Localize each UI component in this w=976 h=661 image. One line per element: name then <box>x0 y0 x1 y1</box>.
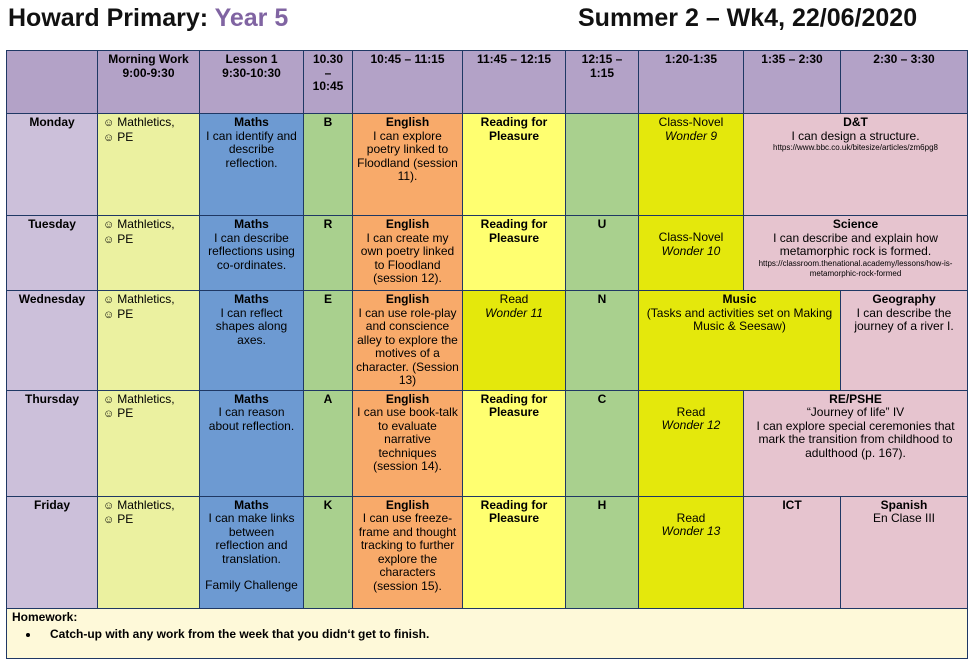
english-cell: English I can use book-talk to evaluate narrative techniques (session 14). <box>353 390 463 496</box>
col-lunch: 12:15 – 1:15 <box>566 51 639 114</box>
lunch-letter-cell: H <box>566 496 639 608</box>
maths-cell: Maths I can describe reflections using co-ordinates. <box>200 216 304 291</box>
spanish-cell: Spanish En Clase III <box>841 496 968 608</box>
lunch-letter-cell: C <box>566 390 639 496</box>
row-thursday <box>7 390 968 496</box>
page-title <box>8 4 288 33</box>
homework-row <box>7 608 968 658</box>
morning-work-cell: ☺ Mathletics, ☺ PE <box>98 390 200 496</box>
col-1145: 11:45 – 12:15 <box>463 51 566 114</box>
homework-box <box>7 608 968 658</box>
class-novel-cell: Class-Novel Wonder 9 <box>639 114 744 216</box>
lunch-letter-cell: U <box>566 216 639 291</box>
col-230: 2:30 – 3:30 <box>841 51 968 114</box>
school-name: Howard Primary: <box>8 4 209 32</box>
resource-link[interactable]: https://www.bbc.co.uk/bitesize/articles/zm6pg8 <box>773 143 938 152</box>
english-cell: English I can use freeze-frame and thought tracking to further explore the characters (session 15). <box>353 496 463 608</box>
lunch-letter-cell: N <box>566 291 639 391</box>
afternoon-cell: D&T I can design a structure. https://www.bbc.co.uk/bitesize/articles/zm6pg8 <box>744 114 968 216</box>
homework-label: Homework: <box>12 609 78 624</box>
afternoon-cell: Science I can describe and explain how metamorphic rock is formed. https://classroom.thenational.academy/lessons/how-is-metamorphic-rock-formed <box>744 216 968 291</box>
reading-cell: Reading for Pleasure <box>463 216 566 291</box>
read-cell: Read Wonder 12 <box>639 390 744 496</box>
morning-work-cell: ☺ Mathletics, ☺ PE <box>98 496 200 608</box>
read-cell: Read Wonder 11 <box>463 291 566 391</box>
read-cell: Read Wonder 13 <box>639 496 744 608</box>
week-title: Summer 2 – Wk4, 22/06/2020 <box>578 4 918 32</box>
col-lesson-1: Lesson 1 9:30-10:30 <box>200 51 304 114</box>
break-letter-cell: A <box>304 390 353 496</box>
class-novel-cell: Class-Novel Wonder 10 <box>639 216 744 291</box>
col-135: 1:35 – 2:30 <box>744 51 841 114</box>
day-label: Tuesday <box>7 216 98 291</box>
reading-cell: Reading for Pleasure <box>463 114 566 216</box>
maths-cell: Maths I can identify and describe reflection. <box>200 114 304 216</box>
english-cell: English I can use role-play and conscience alley to explore the motives of a character. (Session 13) <box>353 291 463 391</box>
list-item: • Catch-up with any work from the week that you didn‘t get to finish. <box>40 628 962 642</box>
morning-work-cell: ☺ Mathletics, ☺ PE <box>98 291 200 391</box>
row-tuesday <box>7 216 968 291</box>
row-wednesday <box>7 291 968 391</box>
break-letter-cell: K <box>304 496 353 608</box>
col-break: 10.30 – 10:45 <box>304 51 353 114</box>
break-letter-cell: R <box>304 216 353 291</box>
resource-link[interactable]: https://classroom.thenational.academy/lessons/how-is-metamorphic-rock-formed <box>758 258 953 278</box>
english-cell: English I can explore poetry linked to Floodland (session 11). <box>353 114 463 216</box>
english-cell: English I can create my own poetry linked to Floodland (session 12). <box>353 216 463 291</box>
reading-cell: Reading for Pleasure <box>463 390 566 496</box>
day-label: Monday <box>7 114 98 216</box>
corner-cell <box>7 51 98 114</box>
year-group: Year 5 <box>214 4 289 32</box>
geography-cell: Geography I can describe the journey of a river I. <box>841 291 968 391</box>
day-label: Wednesday <box>7 291 98 391</box>
day-label: Thursday <box>7 390 98 496</box>
col-120: 1:20-1:35 <box>639 51 744 114</box>
morning-work-cell: ☺ Mathletics, ☺ PE <box>98 114 200 216</box>
timetable <box>6 50 968 659</box>
day-label: Friday <box>7 496 98 608</box>
col-morning-work: Morning Work 9:00-9:30 <box>98 51 200 114</box>
ict-cell: ICT <box>744 496 841 608</box>
maths-cell: Maths I can make links between reflection and translation. Family Challenge <box>200 496 304 608</box>
reading-cell: Reading for Pleasure <box>463 496 566 608</box>
maths-cell: Maths I can reason about reflection. <box>200 390 304 496</box>
lunch-cell <box>566 114 639 216</box>
maths-cell: Maths I can reflect shapes along axes. <box>200 291 304 391</box>
col-1045: 10:45 – 11:15 <box>353 51 463 114</box>
afternoon-cell: RE/PSHE “Journey of life” IV I can explore special ceremonies that mark the transition from childhood to adulthood (p. 167). <box>744 390 968 496</box>
morning-work-cell: ☺ Mathletics, ☺ PE <box>98 216 200 291</box>
break-letter-cell: E <box>304 291 353 391</box>
break-letter-cell: B <box>304 114 353 216</box>
music-cell: Music (Tasks and activities set on Making Music & Seesaw) <box>639 291 841 391</box>
row-monday <box>7 114 968 216</box>
row-friday <box>7 496 968 608</box>
header-row <box>7 51 968 114</box>
homework-list <box>12 628 962 642</box>
